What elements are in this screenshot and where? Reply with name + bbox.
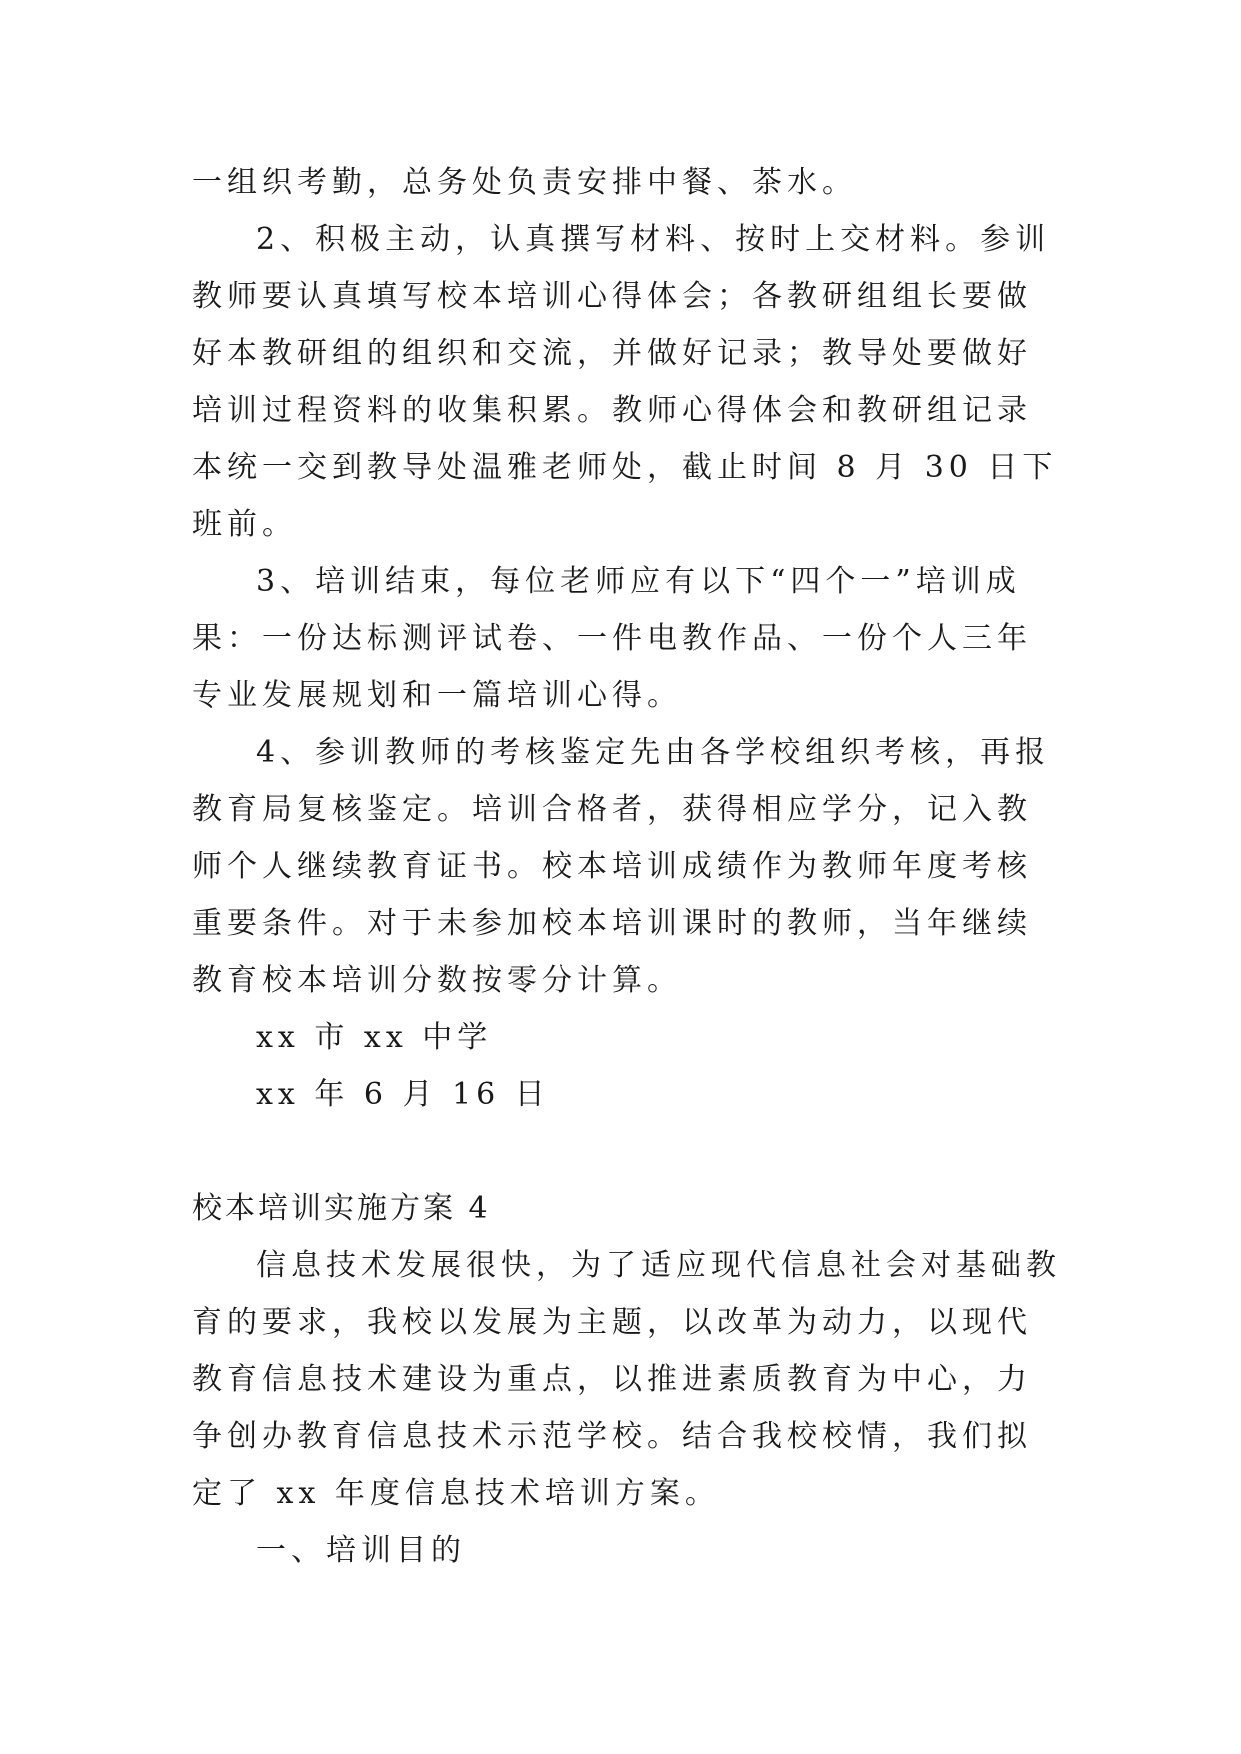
signature-date: xx 年 6 月 16 日 bbox=[256, 1077, 550, 1112]
section-title: 校本培训实施方案 4 bbox=[192, 1191, 491, 1226]
document-body bbox=[192, 154, 1062, 1579]
paragraph-item-2: 2、积极主动，认真撰写材料、按时上交材料。参训教师要认真填写校本培训心得体会；各教研组组长要做好本教研组的组织和交流，并做好记录；教导处要做好培训过程资料的收集积累。教师心得体会和教研组记录本统一交到教导处温雅老师处，截止时间 8 月 30 日下班前。 bbox=[192, 222, 1058, 542]
paragraph-item-4: 4、参训教师的考核鉴定先由各学校组织考核，再报教育局复核鉴定。培训合格者，获得相应学分，记入教师个人继续教育证书。校本培训成绩作为教师年度考核重要条件。对于未参加校本培训课时的教师，当年继续教育校本培训分数按零分计算。 bbox=[192, 735, 1051, 998]
signature-organization: xx 市 xx 中学 bbox=[256, 1020, 493, 1055]
section-heading-training-purpose: 一、培训目的 bbox=[256, 1533, 466, 1568]
section-intro-paragraph: 信息技术发展很快，为了适应现代信息社会对基础教育的要求，我校以发展为主题，以改革为动力，以现代教育信息技术建设为重点，以推进素质教育为中心，力争创办教育信息技术示范学校。结合我校校情，我们拟定了 xx 年度信息技术培训方案。 bbox=[192, 1248, 1061, 1511]
section-gap bbox=[192, 1123, 1062, 1180]
paragraph-continuation: 一组织考勤，总务处负责安排中餐、茶水。 bbox=[192, 165, 857, 200]
paragraph-item-3: 3、培训结束，每位老师应有以下“四个一”培训成果：一份达标测评试卷、一件电教作品、一份个人三年专业发展规划和一篇培训心得。 bbox=[192, 564, 1032, 713]
